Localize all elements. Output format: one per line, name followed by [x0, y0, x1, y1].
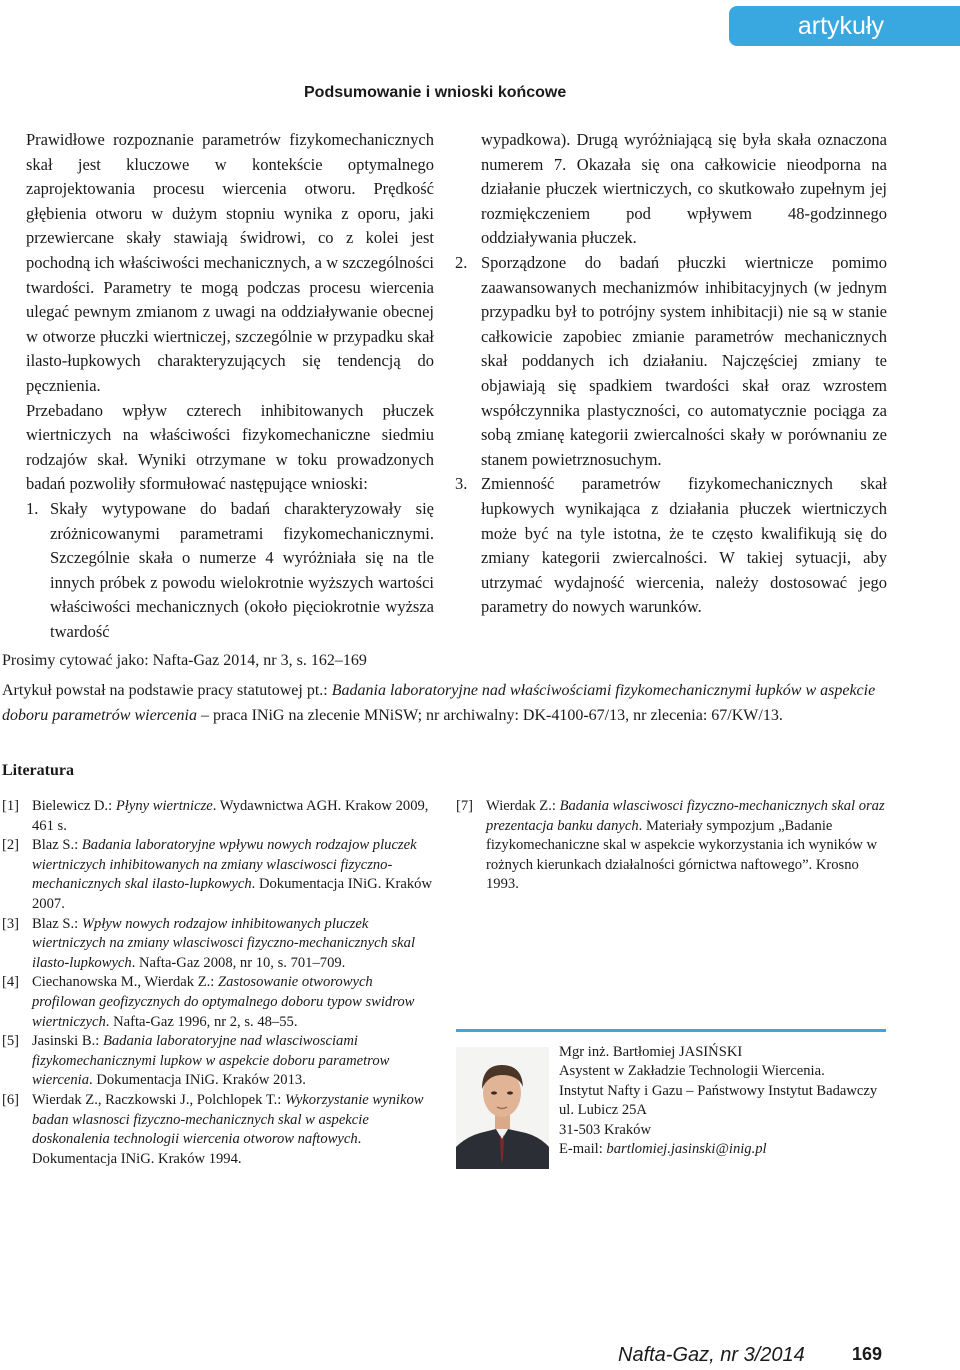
author-divider [456, 1029, 886, 1032]
reference-number: [3] [2, 915, 20, 932]
reference-title: Badania laboratoryjne wpływu nowych rodzajow pluczek wiertniczych inhibitowanych na zmiany wlasciwosci fizyczno-mechanicznych skal ilasto-lupkowych [32, 837, 417, 893]
references-left [2, 797, 434, 1169]
reference-authors: Wierdak Z., Raczkowski J., Polchlopek T.: [32, 1091, 285, 1108]
reference-title: Badania wlasciwosci fizyczno-mechanicznych skal oraz prezentacja banku danych [486, 798, 885, 834]
reference-details: . Dokumentacja INiG. Kraków 2007. [32, 876, 432, 912]
body-paragraph: Przebadano wpływ czterech inhibitowanych płuczek wiertniczych na właściwości fizykomechaniczne siedmiu rodzajów skał. Wyniki otrzymane w toku prowadzonych badań pozwoliły sformułować następujące wnioski: [26, 400, 434, 494]
section-title: Podsumowanie i wnioski końcowe [304, 84, 567, 101]
conclusion-text: Skały wytypowane do badań charakteryzowały się zróżnicowanymi parametrami fizykomechanicznymi. Szczególnie skała o numerze 4 wyróżniała się na tle innych próbek z powodu wielokrotnie wyższych wartości właściwości mechanicznych (około pięciokrotnie wyższa twardość [50, 498, 434, 641]
basis-title: Badania laboratoryjne nad właściwościami fizykomechanicznymi łupków w aspekcie doboru parametrów wiercenia [2, 682, 876, 724]
reference-authors: Ciechanowska M., Wierdak Z.: [32, 974, 218, 991]
conclusion-text-continued: wypadkowa). Drugą wyróżniającą się była skała oznaczona numerem 7. Okazała się ona całkowicie nieodporna na działanie płuczek wiertniczych, co skutkowało zupełnym jej rozmiękczeniem pod wpływem 48-godzinnego oddziaływania płuczek. [481, 130, 887, 248]
conclusion-text: Zmienność parametrów fizykomechanicznych skał łupkowych wynikająca z działania płuczek wiertniczych może być na tyle istotna, że te często kwalifikują się do zmiany kategorii zwiercalności. W takiej sytuacji, aby utrzymać wydajność wiercenia, należy dostosować jego parametry do nowych warunków. [481, 474, 887, 617]
author-position: Asystent w Zakładzie Technologii Wiercenia. [559, 1063, 825, 1080]
conclusion-item [455, 251, 887, 472]
conclusion-number: 2. [455, 252, 468, 272]
reference-item [456, 797, 890, 895]
author-city: 31-503 Kraków [559, 1121, 652, 1138]
reference-number: [5] [2, 1033, 20, 1050]
conclusion-number: 3. [455, 474, 468, 494]
reference-item [2, 1091, 434, 1169]
author-email-label: E-mail: [559, 1141, 607, 1158]
author-email[interactable]: bartlomiej.jasinski@inig.pl [606, 1141, 767, 1158]
body-column-right [455, 128, 887, 620]
reference-title: Zastosowanie otworowych profilowan geofizycznych do optymalnego doboru typow swidrow wiertniczych [32, 974, 415, 1030]
article-basis-note [2, 678, 902, 728]
basis-suffix: – praca INiG na zlecenie MNiSW; nr archiwalny: DK-4100-67/13, nr zlecenia: 67/KW/13. [196, 707, 783, 724]
reference-authors: Bielewicz D.: [32, 798, 116, 814]
body-column-left [26, 128, 434, 644]
conclusion-text: Sporządzone do badań płuczki wiertnicze pomimo zaawansowanych mechanizmów inhibitacyjnych (w jednym przypadku był to potrójny system inhibitacji) nie są w stanie całkowicie zapobiec zmianie parametrów mechanicznych skał poddanych ich działaniu. Najczęściej zmiany te objawiają się spadkiem twardości skał oraz wzrostem współczynnika plastyczności, co automatycznie pociąga za sobą zmianę kategorii zwiercalności skały w porównaniu ze stanem powietrznosuchym. [481, 252, 887, 469]
reference-authors: Wierdak Z.: [486, 798, 560, 814]
reference-item [2, 1032, 434, 1091]
reference-number: [7] [456, 798, 474, 814]
reference-number: [2] [2, 837, 20, 854]
reference-number: [6] [2, 1091, 20, 1108]
reference-title: Płyny wiertnicze [115, 798, 213, 814]
footer-journal: Nafta-Gaz, nr 3/2014 [618, 1344, 805, 1366]
references-right [456, 797, 890, 895]
reference-item [2, 973, 434, 1032]
reference-details: . Dokumentacja INiG. Kraków 2013. [89, 1072, 306, 1089]
author-photo [456, 1047, 549, 1169]
reference-item [2, 797, 434, 836]
reference-authors: Blaz S.: [32, 915, 82, 932]
basis-prefix: Artykuł powstał na podstawie pracy statutowej pt.: [2, 682, 332, 699]
reference-number: [1] [2, 798, 20, 814]
page-number: 169 [852, 1344, 883, 1364]
reference-item [2, 915, 434, 974]
reference-details: . Wydawnictwa AGH. Krakow 2009, 461 s. [32, 798, 429, 834]
conclusion-item [455, 472, 887, 620]
author-email-line [559, 1140, 899, 1159]
conclusion-number: 1. [26, 498, 39, 518]
conclusion-item [26, 497, 434, 645]
author-info [559, 1043, 899, 1159]
reference-authors: Blaz S.: [32, 837, 82, 854]
reference-number: [4] [2, 974, 20, 991]
reference-details: . Dokumentacja INiG. Kraków 1994. [32, 1131, 362, 1167]
literature-heading: Literatura [2, 762, 74, 779]
reference-details: . Nafta-Gaz 2008, nr 10, s. 701–709. [131, 954, 346, 971]
section-tab: artykuły [729, 6, 960, 46]
reference-title: Wpływ nowych rodzajow inhibitowanych pluczek wiertniczych na zmiany wlasciwosci fizyczno-mechanicznych skal ilasto-lupkowych [32, 915, 416, 971]
body-paragraph: Prawidłowe rozpoznanie parametrów fizykomechanicznych skał jest kluczowe w kontekście optymalnego zaprojektowania procesu wiercenia otworu. Prędkość głębienia otworu w dużym stopniu wynika z oporu, jaki przewiercane skały stawiają świdrowi, co z kolei jest pochodną ich właściwości mechanicznych, a w szczególności twardości. Parametry te mogą podczas procesu wiercenia ulegać pewnym zmianom z uwagi na oddziaływanie obecnej w otworze płuczki wiertniczej, szczególnie w przypadku skał ilasto-łupkowych charakteryzujących się tendencją do pęcznienia. [26, 130, 434, 395]
reference-item [2, 836, 434, 914]
citation-note: Prosimy cytować jako: Nafta-Gaz 2014, nr 3, s. 162–169 [2, 652, 367, 669]
author-street: ul. Lubicz 25A [559, 1102, 647, 1119]
reference-details: . Nafta-Gaz 1996, nr 2, s. 48–55. [105, 1013, 298, 1030]
reference-title: Badania laboratoryjne nad wlasciwosciami fizykomechanicznymi lupkow w aspekcie doboru parametrow wiercenia [32, 1033, 390, 1089]
reference-details: . Materiały sympozjum „Badanie fizykomechaniczne skal w aspekcie wykorzystania ich wyników w rożnych kierunkach działalności górnictwa naftowego”. Krosno 1993. [486, 817, 878, 893]
reference-title: Wykorzystanie wynikow badan wlasnosci fizyczno-mechanicznych skal w aspekcie doskonalenia technologii wiercenia otworow naftowych [32, 1091, 424, 1148]
author-institution: Instytut Nafty i Gazu – Państwowy Instytut Badawczy [559, 1082, 878, 1099]
reference-authors: Jasinski B.: [32, 1033, 103, 1050]
author-name: Mgr inż. Bartłomiej JASIŃSKI [559, 1044, 743, 1060]
